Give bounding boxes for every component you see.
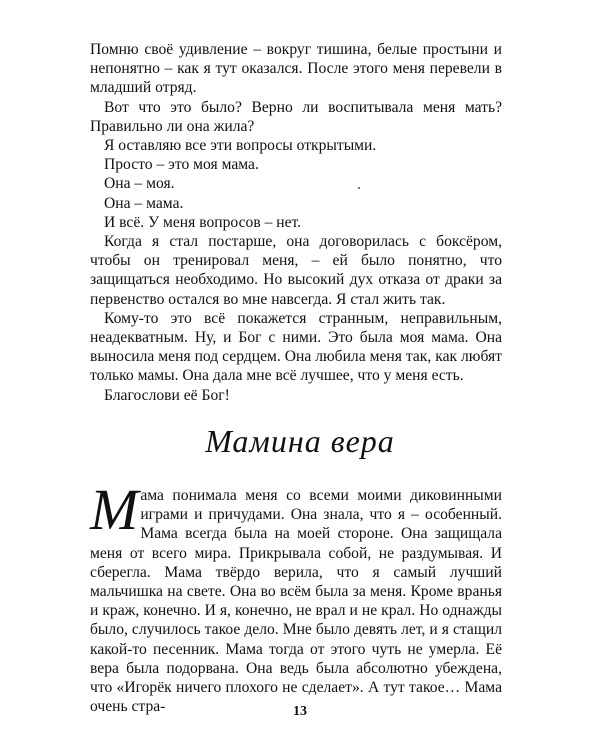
top-text-block: [90, 40, 502, 405]
paragraph: Я оставляю все эти вопросы открытыми.: [104, 137, 377, 155]
drop-cap-letter: М: [90, 477, 139, 542]
paragraph: И всё. У меня вопросов – нет.: [104, 213, 302, 231]
paragraph: Помню своё удивление – вокруг тишина, белые простыни и непонятно – как я тут оказался. После этого меня перевели в младший отряд.: [90, 41, 502, 97]
chapter-title: Мамина вера: [205, 423, 395, 459]
print-speck: [358, 187, 360, 189]
chapter-body: [90, 477, 502, 716]
paragraph: Вот что это было? Верно ли воспитывала меня мать? Правильно ли она жила?: [90, 98, 502, 135]
paragraph: Просто – это моя мама.: [104, 156, 259, 174]
chapter-first-paragraph: [90, 477, 502, 716]
paragraph: Благослови её Бог!: [104, 386, 230, 404]
page-number: 13: [293, 704, 307, 719]
chapter-first-paragraph-text: ама понимала меня со всеми моими диковинными играми и причудами. Она знала, что я – особенный. Мама всегда была на моей стороне. Она защищала меня от всего мира. Прикрывала собой, не раздумывая. И сберегла. Мама твёрдо верила, что я самый лучший мальчишка на свете. Она во всём была за меня. Кроме вранья и краж, конечно. И я, конечно, не врал и не крал. Но однажды было, случилось такое дело. Мне было девять лет, и я стащил какой-то песенник. Мама тогда от этого чуть не умерла. Её вера была подорвана. Она ведь была абсолютно убеждена, что «Игорёк ничего плохого не сделает». А тут такое… Мама очень стра-: [90, 487, 502, 716]
paragraph: Она – мама.: [104, 194, 184, 212]
paragraph: Она – моя.: [104, 175, 175, 193]
paragraph: Когда я стал постарше, она договорилась с боксёром, чтобы он тренировал меня, – ей было понятно, что защищаться необходимо. Но высокий дух отказа от драки за первенство остался во мне навсегда. Я стал жить так.: [90, 233, 502, 308]
paragraph: Кому-то это всё покажется странным, неправильным, неадекватным. Ну, и Бог с ними. Это была моя мама. Она выносила меня под сердцем. Она любила меня так, как любят только мамы. Она дала мне всё лучшее, что у меня есть.: [90, 309, 502, 385]
